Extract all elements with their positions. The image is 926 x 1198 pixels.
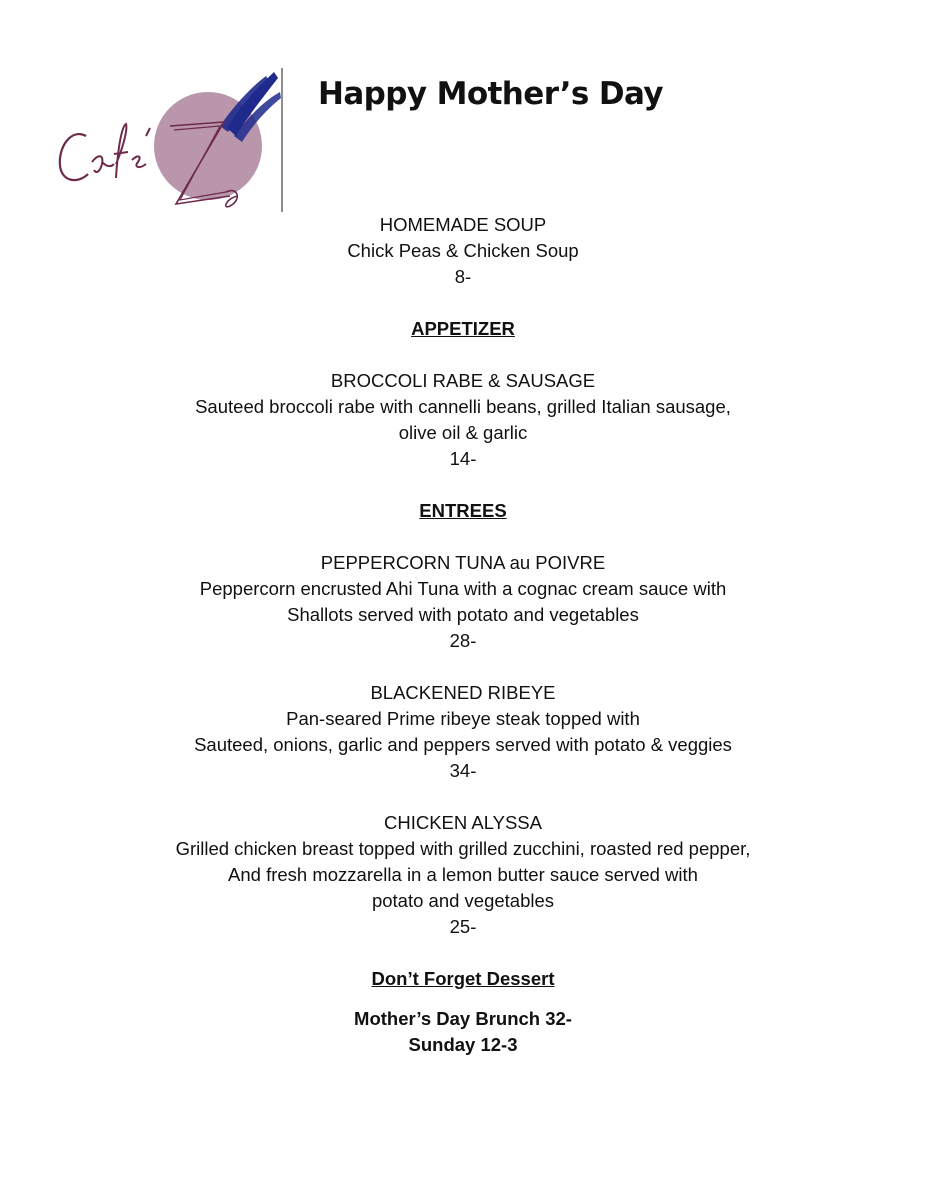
cafe-logo-graphic: [52, 66, 284, 214]
appetizer-desc-line: Sauteed broccoli rabe with cannelli beans, grilled Italian sausage,: [195, 396, 731, 417]
entree-name: CHICKEN ALYSSA: [384, 812, 542, 833]
entree-desc-line: Sauteed, onions, garlic and peppers served with potato & veggies: [194, 734, 732, 755]
entree-desc-line: And fresh mozzarella in a lemon butter sauce served with: [228, 864, 698, 885]
page-title: Happy Mother’s Day: [318, 76, 664, 112]
brunch-hours: Sunday 12-3: [408, 1034, 518, 1055]
dessert-heading: Don’t Forget Dessert: [371, 968, 555, 989]
soup-category: HOMEMADE SOUP: [379, 214, 547, 235]
entree-desc-line: Pan-seared Prime ribeye steak topped with: [286, 708, 640, 729]
appetizer-name: BROCCOLI RABE & SAUSAGE: [330, 370, 596, 391]
menu-content: [0, 212, 926, 1058]
brunch-price: Mother’s Day Brunch 32-: [354, 1008, 572, 1029]
entree-price: 34-: [449, 760, 477, 781]
entrees-heading: ENTREES: [419, 500, 507, 521]
appetizer-price: 14-: [449, 448, 477, 469]
entree-price: 25-: [449, 916, 477, 937]
entree-name: BLACKENED RIBEYE: [370, 682, 556, 703]
entree-name: PEPPERCORN TUNA au POIVRE: [320, 552, 606, 573]
appetizer-desc-line: olive oil & garlic: [398, 422, 528, 443]
entree-desc-line: Shallots served with potato and vegetables: [287, 604, 639, 625]
cafe-logo: [52, 66, 284, 214]
entree-desc-line: Grilled chicken breast topped with grilled zucchini, roasted red pepper,: [175, 838, 751, 859]
entree-desc-line: Peppercorn encrusted Ahi Tuna with a cognac cream sauce with: [199, 578, 727, 599]
entree-price: 28-: [449, 630, 477, 651]
soup-price: 8-: [454, 266, 472, 287]
soup-name: Chick Peas & Chicken Soup: [347, 240, 579, 261]
appetizer-heading: APPETIZER: [411, 318, 515, 339]
entree-desc-line: potato and vegetables: [371, 890, 555, 911]
